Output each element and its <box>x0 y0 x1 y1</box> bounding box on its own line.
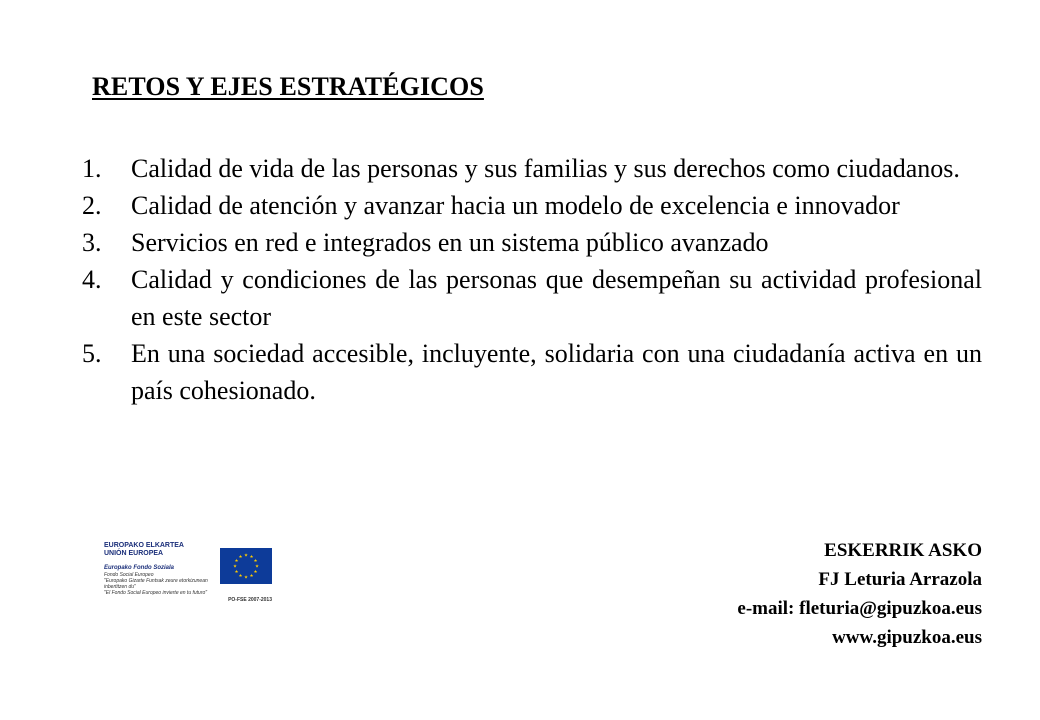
list-item-text: Calidad y condiciones de las personas que desempeñan su actividad profesional en este sector <box>131 265 982 331</box>
logo-line-motto-eu: "Europako Gizarte Funtsak zeure etorkizunean inbertitzen du" <box>104 578 208 590</box>
eu-fund-logo-text <box>104 542 272 604</box>
website-text: www.gipuzkoa.eus <box>832 627 982 648</box>
list-item <box>82 261 982 335</box>
eu-flag-star-icon: ★ <box>253 558 258 563</box>
eu-flag-star-icon: ★ <box>249 573 254 579</box>
logo-line-fund-es: Fondo Social Europeo <box>104 572 154 578</box>
logo-line-motto-es: "El Fondo Social Europeo invierte en tu futuro" <box>104 590 208 596</box>
eu-flag-star-icon: ★ <box>234 569 239 574</box>
eu-flag-star-icon: ★ <box>243 574 249 580</box>
eu-fund-logo <box>104 542 284 616</box>
eu-flag-star-icon: ★ <box>254 563 260 569</box>
logo-line-programme: PO-FSE 2007-2013 <box>228 597 272 603</box>
thanks-text: ESKERRIK ASKO <box>824 540 982 561</box>
eu-flag-star-icon: ★ <box>243 552 249 558</box>
list-item <box>82 224 982 261</box>
list-item-number: 5. <box>82 339 102 368</box>
contact-block <box>737 536 982 652</box>
eu-flag-star-icon: ★ <box>253 569 258 574</box>
author-name: FJ Leturia Arrazola <box>818 569 982 590</box>
list-item-text: Calidad de vida de las personas y sus familias y sus derechos como ciudadanos. <box>131 154 960 183</box>
logo-line-org-es: UNIÓN EUROPEA <box>104 550 164 557</box>
eu-flag-star-icon: ★ <box>234 558 239 563</box>
list-item-number: 1. <box>82 154 102 183</box>
list-item <box>82 150 982 187</box>
eu-flag-star-icon: ★ <box>238 573 243 579</box>
list-item-number: 2. <box>82 191 102 220</box>
eu-flag-icon <box>220 548 272 584</box>
logo-line-fund-eu: Europako Fondo Soziala <box>104 565 175 571</box>
list-item <box>82 335 982 409</box>
list-item <box>82 187 982 224</box>
list-item-text: Servicios en red e integrados en un sistema público avanzado <box>131 228 769 257</box>
logo-line-org-eu: EUROPAKO ELKARTEA <box>104 542 184 549</box>
list-item-text: En una sociedad accesible, incluyente, solidaria con una ciudadanía activa en un país cohesionado. <box>131 339 982 405</box>
list-item-number: 4. <box>82 265 102 294</box>
eu-flag-star-icon: ★ <box>232 563 238 569</box>
email-text: e-mail: fleturia@gipuzkoa.eus <box>737 598 982 619</box>
page-title: RETOS Y EJES ESTRATÉGICOS <box>92 72 484 101</box>
eu-flag-star-icon: ★ <box>238 553 243 559</box>
eu-flag-star-icon: ★ <box>249 553 254 559</box>
challenges-list <box>82 150 982 409</box>
list-item-text: Calidad de atención y avanzar hacia un modelo de excelencia e innovador <box>131 191 900 220</box>
list-item-number: 3. <box>82 228 102 257</box>
